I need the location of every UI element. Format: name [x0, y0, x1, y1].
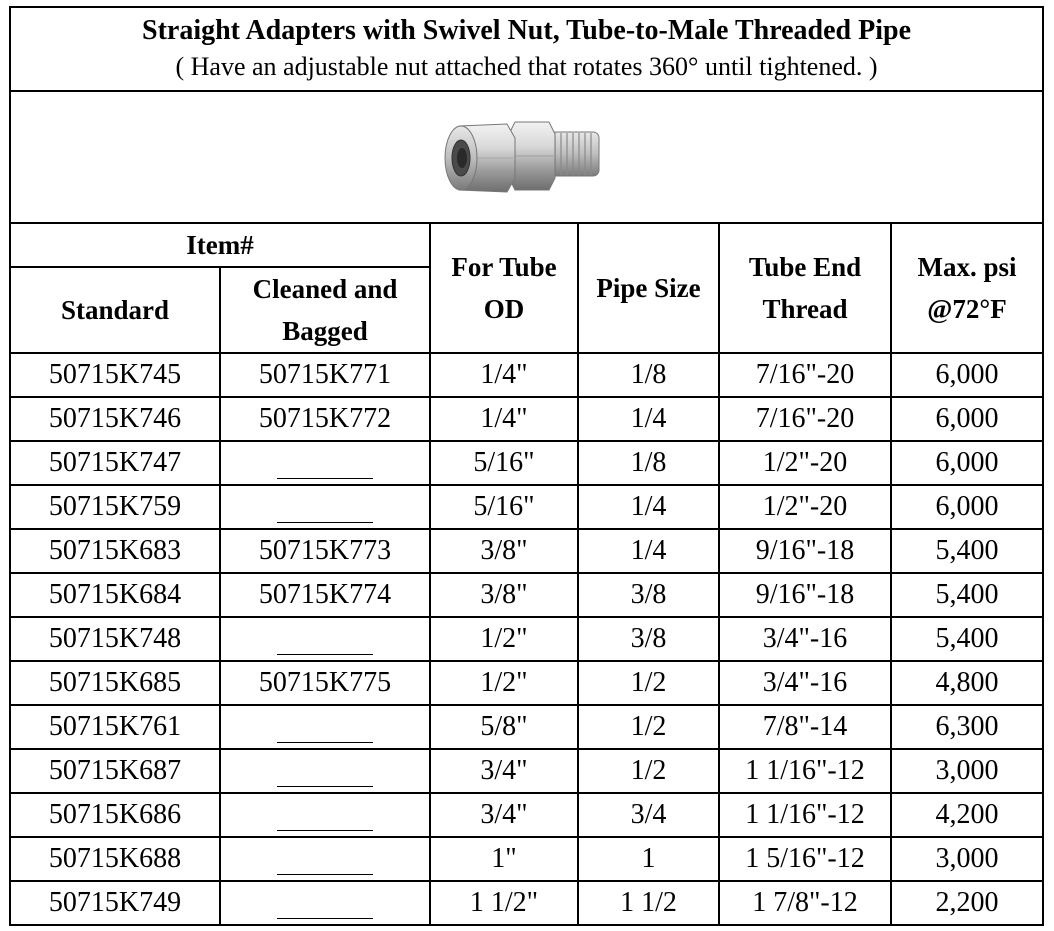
- table-row: [10, 397, 1043, 441]
- cell-tube-od: 1/2": [430, 617, 578, 661]
- page-subtitle: ( Have an adjustable nut attached that rotates 360° until tightened. ): [175, 52, 878, 81]
- cell-tube-end-thread: 1/2"-20: [719, 441, 891, 485]
- cell-pipe-size: 3/8: [578, 617, 719, 661]
- cell-tube-od: 3/8": [430, 529, 578, 573]
- cell-cleaned-bagged: [220, 749, 430, 793]
- cell-max-psi: 6,000: [891, 485, 1043, 529]
- cell-standard: 50715K759: [10, 485, 220, 529]
- cell-pipe-size: 1 1/2: [578, 881, 719, 925]
- cell-max-psi: 6,000: [891, 397, 1043, 441]
- cell-tube-end-thread: 7/16"-20: [719, 397, 891, 441]
- header-item-group: Item#: [10, 223, 430, 267]
- cell-cleaned-bagged: [220, 617, 430, 661]
- cell-max-psi: 4,200: [891, 793, 1043, 837]
- cell-tube-end-thread: 9/16"-18: [719, 573, 891, 617]
- cell-tube-od: 1/4": [430, 397, 578, 441]
- cell-tube-od: 1/2": [430, 661, 578, 705]
- cell-tube-end-thread: 7/16"-20: [719, 353, 891, 397]
- header-pipe-size: Pipe Size: [578, 223, 719, 353]
- cell-pipe-size: 1/8: [578, 441, 719, 485]
- cell-cleaned-bagged: 50715K774: [220, 573, 430, 617]
- blank-line: [277, 716, 373, 743]
- cell-cleaned-bagged: 50715K771: [220, 353, 430, 397]
- cell-max-psi: 5,400: [891, 617, 1043, 661]
- cell-pipe-size: 1: [578, 837, 719, 881]
- header-cleaned-bagged: Cleaned and Bagged: [220, 267, 430, 353]
- cell-cleaned-bagged: 50715K772: [220, 397, 430, 441]
- cell-cleaned-bagged: 50715K775: [220, 661, 430, 705]
- cell-tube-end-thread: 1 1/16"-12: [719, 749, 891, 793]
- cell-tube-od: 5/16": [430, 441, 578, 485]
- header-standard: Standard: [10, 267, 220, 353]
- table-body: [10, 353, 1043, 925]
- cell-tube-end-thread: 3/4"-16: [719, 617, 891, 661]
- cell-pipe-size: 3/4: [578, 793, 719, 837]
- cell-tube-od: 5/8": [430, 705, 578, 749]
- cell-cleaned-bagged: [220, 881, 430, 925]
- cell-cleaned-bagged: [220, 441, 430, 485]
- cell-pipe-size: 1/4: [578, 485, 719, 529]
- cell-max-psi: 6,300: [891, 705, 1043, 749]
- cell-standard: 50715K746: [10, 397, 220, 441]
- table-row: [10, 441, 1043, 485]
- cell-max-psi: 5,400: [891, 573, 1043, 617]
- cell-standard: 50715K749: [10, 881, 220, 925]
- table-row: [10, 573, 1043, 617]
- cell-cleaned-bagged: [220, 485, 430, 529]
- cell-tube-end-thread: 9/16"-18: [719, 529, 891, 573]
- blank-line: [277, 892, 373, 919]
- cell-max-psi: 4,800: [891, 661, 1043, 705]
- table-row: [10, 837, 1043, 881]
- header-tube-od: For Tube OD: [430, 223, 578, 353]
- cell-max-psi: 3,000: [891, 837, 1043, 881]
- cell-standard: 50715K687: [10, 749, 220, 793]
- blank-line: [277, 452, 373, 479]
- cell-standard: 50715K684: [10, 573, 220, 617]
- header-tube-end-thread: Tube End Thread: [719, 223, 891, 353]
- table-row: [10, 661, 1043, 705]
- blank-line: [277, 496, 373, 523]
- cell-tube-od: 1": [430, 837, 578, 881]
- table-row: [10, 353, 1043, 397]
- cell-tube-od: 3/4": [430, 793, 578, 837]
- title-cell: [10, 7, 1043, 91]
- cell-standard: 50715K688: [10, 837, 220, 881]
- cell-tube-end-thread: 1 7/8"-12: [719, 881, 891, 925]
- image-cell: [10, 91, 1043, 223]
- cell-max-psi: 6,000: [891, 353, 1043, 397]
- cell-tube-od: 3/4": [430, 749, 578, 793]
- cell-max-psi: 2,200: [891, 881, 1043, 925]
- cell-pipe-size: 1/2: [578, 749, 719, 793]
- cell-pipe-size: 1/4: [578, 397, 719, 441]
- cell-standard: 50715K685: [10, 661, 220, 705]
- cell-tube-end-thread: 3/4"-16: [719, 661, 891, 705]
- cell-max-psi: 5,400: [891, 529, 1043, 573]
- swivel-adapter-image: [437, 112, 617, 202]
- cell-tube-end-thread: 1 1/16"-12: [719, 793, 891, 837]
- cell-standard: 50715K683: [10, 529, 220, 573]
- cell-tube-od: 1 1/2": [430, 881, 578, 925]
- cell-pipe-size: 3/8: [578, 573, 719, 617]
- table-row: [10, 881, 1043, 925]
- table-row: [10, 485, 1043, 529]
- cell-tube-od: 1/4": [430, 353, 578, 397]
- cell-pipe-size: 1/8: [578, 353, 719, 397]
- cell-tube-od: 5/16": [430, 485, 578, 529]
- product-table-container: [9, 6, 1042, 926]
- page-title: Straight Adapters with Swivel Nut, Tube-to-Male Threaded Pipe: [142, 15, 912, 46]
- product-table: [9, 6, 1044, 926]
- cell-pipe-size: 1/2: [578, 661, 719, 705]
- blank-line: [277, 760, 373, 787]
- table-row: [10, 529, 1043, 573]
- cell-cleaned-bagged: [220, 705, 430, 749]
- cell-tube-end-thread: 7/8"-14: [719, 705, 891, 749]
- table-row: [10, 705, 1043, 749]
- cell-tube-od: 3/8": [430, 573, 578, 617]
- table-row: [10, 617, 1043, 661]
- cell-tube-end-thread: 1/2"-20: [719, 485, 891, 529]
- cell-max-psi: 3,000: [891, 749, 1043, 793]
- header-max-psi: Max. psi @72°F: [891, 223, 1043, 353]
- cell-tube-end-thread: 1 5/16"-12: [719, 837, 891, 881]
- blank-line: [277, 628, 373, 655]
- cell-cleaned-bagged: 50715K773: [220, 529, 430, 573]
- cell-cleaned-bagged: [220, 793, 430, 837]
- table-row: [10, 793, 1043, 837]
- blank-line: [277, 804, 373, 831]
- cell-cleaned-bagged: [220, 837, 430, 881]
- cell-standard: 50715K761: [10, 705, 220, 749]
- cell-pipe-size: 1/4: [578, 529, 719, 573]
- cell-standard: 50715K747: [10, 441, 220, 485]
- cell-max-psi: 6,000: [891, 441, 1043, 485]
- cell-standard: 50715K748: [10, 617, 220, 661]
- table-row: [10, 749, 1043, 793]
- cell-standard: 50715K745: [10, 353, 220, 397]
- cell-standard: 50715K686: [10, 793, 220, 837]
- blank-line: [277, 848, 373, 875]
- cell-pipe-size: 1/2: [578, 705, 719, 749]
